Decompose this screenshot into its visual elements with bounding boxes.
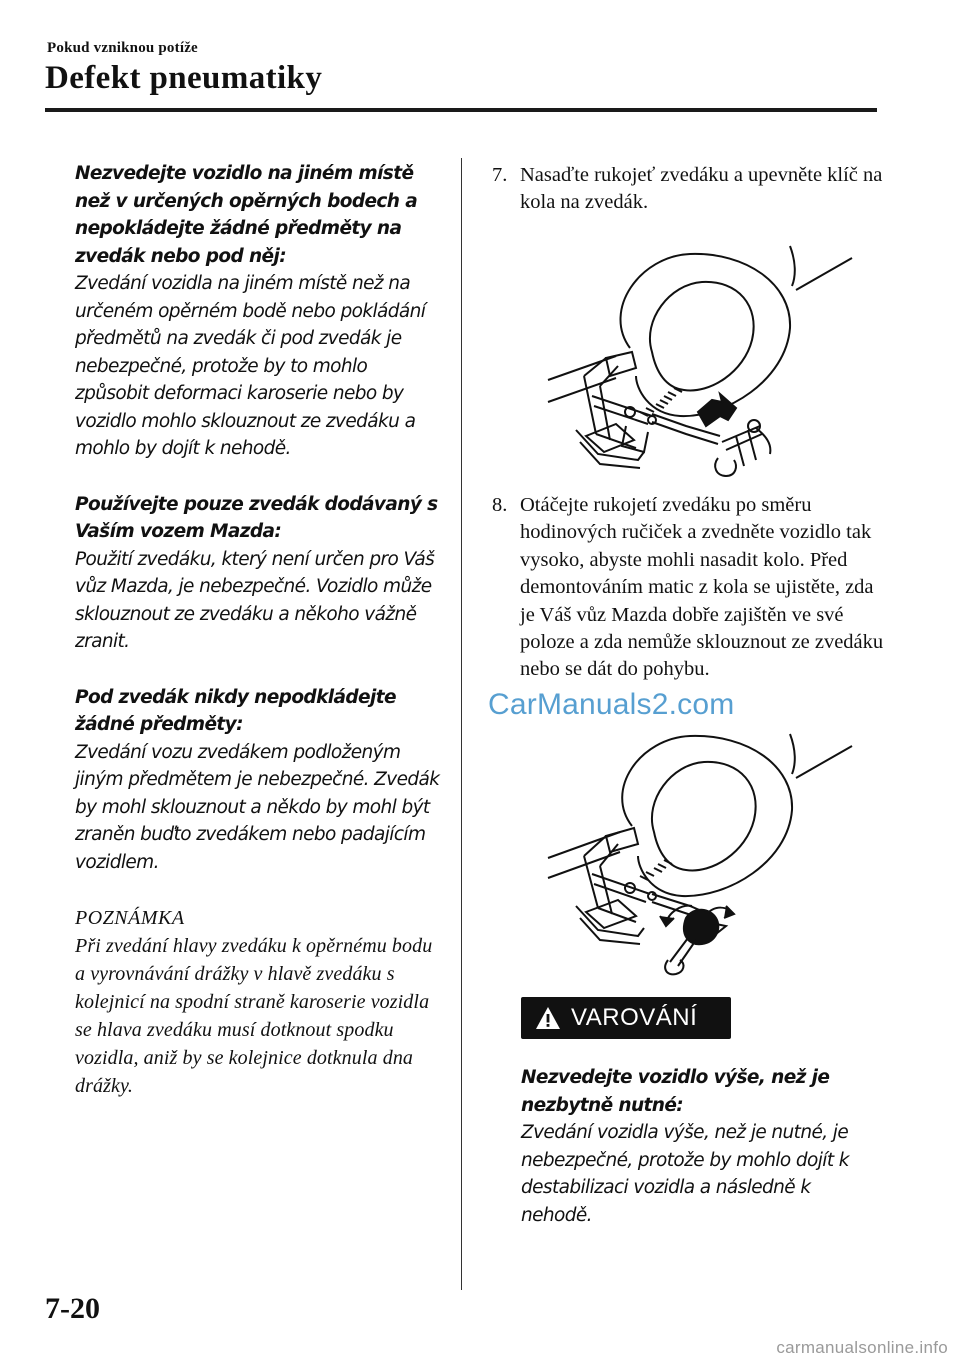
warning-block-2 <box>75 491 445 656</box>
step-number: 8. <box>492 494 508 516</box>
warning-body: Zvedání vozidla na jiném místě než na určeném opěrném bodě nebo pokládání předmětů na zvedák či pod zvedák je nebezpečné, protože by to mohlo způsobit deformaci karoserie nebo by vozidlo mohlo sklouznout ze zvedáku a mohlo by dojít k nehodě. <box>75 273 426 459</box>
note-body: Při zvedání hlavy zvedáku k opěrnému bodu a vyrovnávání drážky v hlavě zvedáku s kolejnicí na spodní straně karoserie vozidla se hlava zvedáku musí dotknout spodku vozidla, aniž by se kolejnice dotknula dna drážky. <box>75 935 433 1097</box>
note-heading: POZNÁMKA <box>75 907 185 929</box>
warning-label <box>521 997 731 1039</box>
step-number: 7. <box>492 164 508 186</box>
warning-block-4 <box>521 1064 881 1229</box>
step-8 <box>492 492 892 684</box>
left-column <box>75 160 445 1100</box>
footer-site: carmanualsonline.info <box>776 1338 948 1357</box>
warning-block-3 <box>75 684 445 877</box>
watermark-text: CarManuals2.com <box>488 688 735 721</box>
warning-body: Zvedání vozidla výše, než je nutné, je nebezpečné, protože by mohlo dojít k destabilizaci vozidla a následně k nehodě. <box>521 1122 849 1226</box>
jack-raising-illustration <box>540 728 870 978</box>
jack-handle-illustration <box>540 240 870 490</box>
section-label: Pokud vzniknou potíže <box>47 40 198 56</box>
page-title: Defekt pneumatiky <box>45 60 323 96</box>
step-text: Nasaďte rukojeť zvedáku a upevněte klíč na kola na zvedák. <box>520 164 883 214</box>
step-text: Otáčejte rukojetí zvedáku po směru hodinových ručiček a zvedněte vozidlo tak vysoko, abyste mohli nasadit kolo. Před demontováním matic z kola se ujistěte, zda je Váš vůz Mazda dobře zajištěn ve své poloze a zda nemůže sklouznout ze zvedáku nebo se dát do pohybu. <box>520 494 884 681</box>
warning-body: Použití zvedáku, který není určen pro Váš vůz Mazda, je nebezpečné. Vozidlo může sklouznout ze zvedáku a někoho vážně zranit. <box>75 548 435 652</box>
column-divider <box>461 158 462 1290</box>
warning-heading: Nezvedejte vozidlo na jiném místě než v určených opěrných bodech a nepokládejte žádné předměty na zvedák nebo pod něj: <box>75 163 418 267</box>
header-rule <box>45 108 877 112</box>
page-number: 7-20 <box>45 1292 100 1325</box>
warning-label-text: VAROVÁNÍ <box>571 1004 698 1031</box>
warning-block-1 <box>75 160 445 463</box>
warning-triangle-icon <box>535 1006 561 1030</box>
warning-heading: Pod zvedák nikdy nepodkládejte žádné předměty: <box>75 686 396 735</box>
warning-heading: Používejte pouze zvedák dodávaný s Vaším vozem Mazda: <box>75 493 438 542</box>
step-7 <box>492 162 892 217</box>
note-block <box>75 904 445 1100</box>
warning-body: Zvedání vozu zvedákem podloženým jiným předmětem je nebezpečné. Zvedák by mohl sklouznout a někdo by mohl být zraněn buďto zvedákem nebo padajícím vozidlem. <box>75 741 440 873</box>
warning-heading: Nezvedejte vozidlo výše, než je nezbytně nutné: <box>521 1067 830 1116</box>
